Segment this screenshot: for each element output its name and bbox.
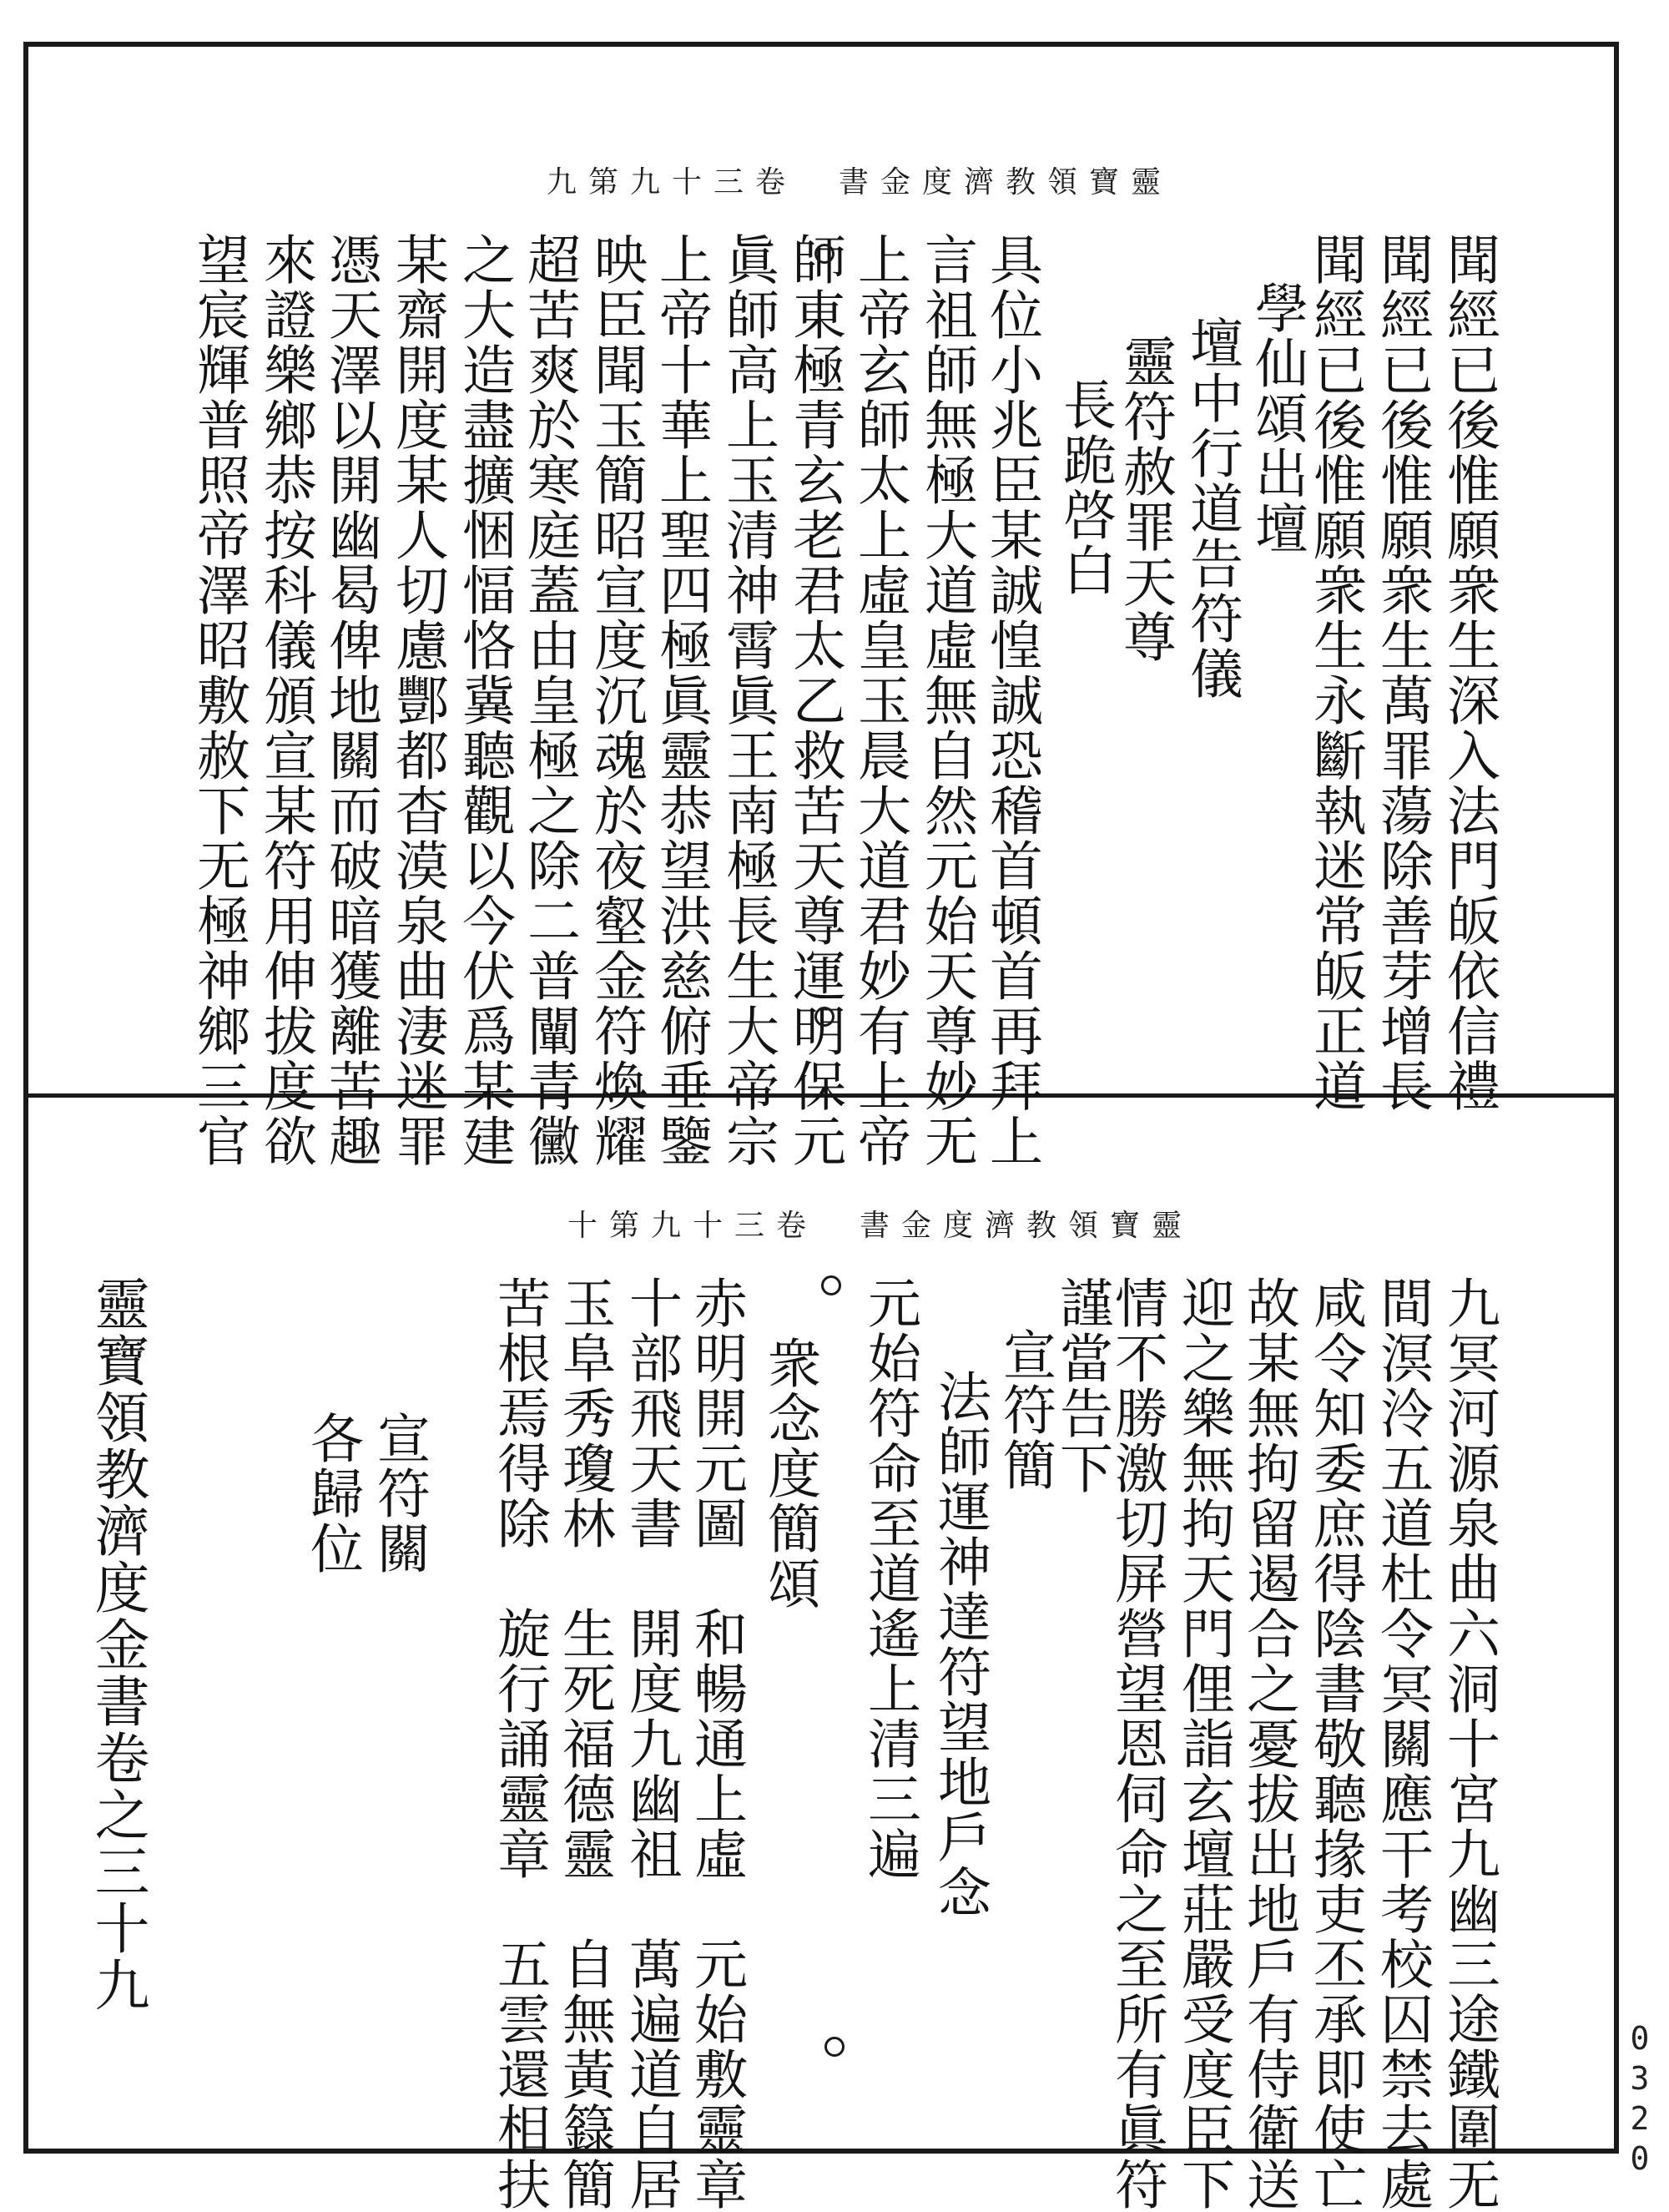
top-running-header: 九第九十三卷 書金度濟教領寶靈 [547,165,1173,199]
top-col-2: 聞經已後惟願衆生萬罪蕩除善芽增長 [1371,232,1433,1114]
top-col-16: 之大造盡擴悃愊恪冀聽觀以今伏爲某建 [453,232,515,1169]
bottom-col-6: 情不勝激切屏營望恩伺命之至所有眞符 [1106,1275,1167,2212]
top-col-11: 師東極青玄老君太乙救苦天尊運明保元 [784,232,845,1169]
top-col-18: 憑天澤以開幽曷俾地關而破暗獲離苦趣 [320,232,381,1169]
bottom-col-1: 九冥河源泉曲六洞十宮九幽三途鐵圍无 [1438,1275,1500,2212]
circle-mark-icon [824,2037,845,2057]
top-col-12: 眞師高上玉清神霄眞王南極長生大帝宗 [717,232,779,1169]
top-col-14: 映臣聞玉簡昭宣度沉魂於夜壑金符煥耀 [585,232,647,1169]
bottom-col-8: 宣符簡 [994,1327,1056,1492]
top-col-1: 聞經已後惟願衆生深入法門皈依信禮 [1438,232,1500,1114]
bottom-col-16: 宣符關 [368,1411,430,1576]
top-col-6: 靈符赦罪天尊 [1114,334,1176,664]
bottom-col-13: 十部飛天書 開度九幽祖 萬遍道自居 [620,1275,682,2212]
bottom-col-4: 故某無拘留遏合之憂拔出地戶有侍衛送 [1238,1275,1299,2212]
bottom-col-11: 衆念度簡頌 [759,1336,820,1611]
top-col-13: 上帝十華上聖四極眞靈恭望洪慈俯垂鑒 [650,232,712,1169]
top-col-9: 言祖師無極大道虛無自然元始天尊妙无 [915,232,977,1169]
top-col-5: 壇中行道告符儀 [1181,316,1243,701]
circle-mark-icon [814,244,834,264]
top-col-17: 某齋開度某人切慮酆都杳漠泉曲淒迷罪 [386,232,448,1169]
top-col-20: 望宸輝普照帝澤昭敷赦下无極神鄉三官 [188,232,250,1169]
circle-mark-icon [814,1007,834,1027]
bottom-col-5: 迎之樂無拘天門俚詣玄壇莊嚴受度臣下 [1172,1275,1234,2212]
top-col-3: 聞經已後惟願衆生永斷執迷常皈正道 [1304,232,1366,1114]
page-number: 0320 [1621,2020,1658,2180]
bottom-col-7: 謹當告下 [1051,1275,1112,1496]
bottom-col-9: 法師運神達符望地戶念 [929,1369,991,1920]
bottom-col-10: 元始符命至道遙上清三遍 [859,1275,920,1881]
bottom-running-header: 十第九十三卷 書金度濟教領寶靈 [567,1209,1194,1243]
bottom-col-12: 赤明開元圖 和暢通上虛 元始敷靈章 [685,1275,747,2212]
volume-end-title: 靈寶領教濟度金書卷之三十九 [85,1275,149,2013]
circle-mark-icon [821,1275,841,1295]
top-col-10: 上帝玄師太上虛皇玉晨大道君妙有上帝 [849,232,910,1169]
bottom-col-15: 苦根焉得除 旋行誦靈章 五雲還相扶 [488,1275,550,2212]
top-col-19: 來證樂鄉恭按科儀頒宣某符用伸拔度欲 [255,232,316,1169]
top-col-7: 長跪啓白 [1054,377,1116,598]
bottom-col-3: 咸令知委庶得陰書敬聽掾吏丕承即使亡 [1304,1275,1366,2212]
bottom-col-17: 各歸位 [301,1411,363,1576]
top-col-4: 學仙頌出壇 [1246,280,1308,556]
top-col-8: 具位小兆臣某誠惶誠恐稽首頓首再拜上 [981,232,1042,1169]
bottom-col-2: 間溟泠五道杜令冥關應干考校囚禁去處 [1371,1275,1433,2212]
top-col-15: 超苦爽於寒庭蓋由皇極之除二普闡青黴 [518,232,580,1169]
bottom-col-14: 玉阜秀瓊林 生死福德靈 自無黃籙簡 [553,1275,615,2212]
